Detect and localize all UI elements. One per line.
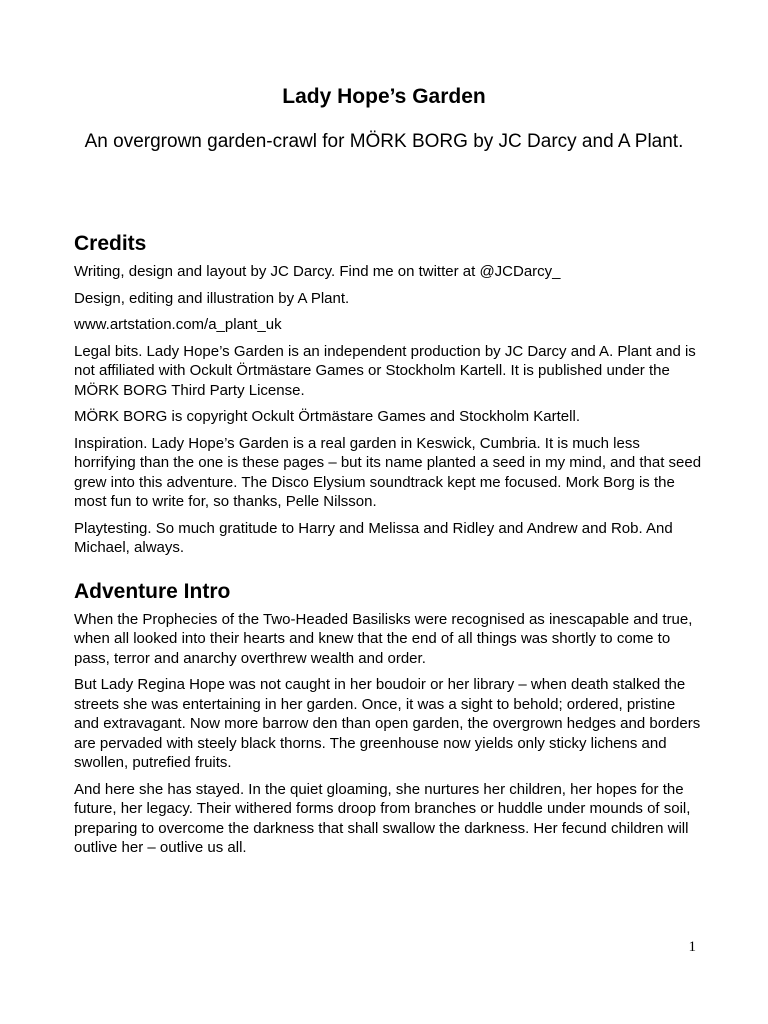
adventure-intro-heading: Adventure Intro — [74, 579, 231, 603]
credits-inspiration-paragraph: Inspiration. Lady Hope’s Garden is a real garden in Keswick, Cumbria. It is much less horrifying than the one is these pages – but its name planted a seed in my mind, and that seed grew into this adventure. The Disco Elysium soundtrack kept me focused. Mork Borg is the most fun to write for, so thanks, Pelle Nilsson. — [74, 434, 702, 510]
credits-writing-paragraph: Writing, design and layout by JC Darcy. Find me on twitter at @JCDarcy_ — [74, 263, 561, 280]
page-number: 1 — [688, 939, 696, 955]
credits-copyright-paragraph: MÖRK BORG is copyright Ockult Örtmästare Games and Stockholm Kartell. — [74, 408, 580, 425]
intro-paragraph-2: But Lady Regina Hope was not caught in her boudoir or her library – when death stalked the streets she was entertaining in her garden. Once, it was a sight to behold; ordered, pristine and extravagant. Now more barrow den than open garden, the overgrown hedges and borders are pervaded with steely black thorns. The greenhouse now yields only sticky lichens and swollen, putrefied fruits. — [74, 676, 701, 771]
intro-paragraph-3: And here she has stayed. In the quiet gloaming, she nurtures her children, her hopes for the future, her legacy. Their withered forms droop from branches or huddle under mounds of soil, preparing to overcome the darkness that shall swallow the darkness. Her fecund children will outlive her – outlive us all. — [74, 780, 691, 856]
intro-paragraph-1: When the Prophecies of the Two-Headed Basilisks were recognised as inescapable and true, when all looked into their hearts and knew that the end of all things was shortly to come to pass, terror and anarchy overthrew wealth and order. — [74, 610, 693, 667]
credits-design-paragraph: Design, editing and illustration by A Plant. — [74, 289, 350, 307]
credits-playtesting-paragraph: Playtesting. So much gratitude to Harry and Melissa and Ridley and Andrew and Rob. And Michael, always. — [74, 519, 673, 556]
credits-heading: Credits — [74, 232, 147, 255]
document-title: Lady Hope’s Garden — [282, 85, 486, 108]
document-body — [74, 230, 704, 865]
credits-website-paragraph: www.artstation.com/a_plant_uk — [74, 316, 282, 333]
document-subtitle: An overgrown garden-crawl for MÖRK BORG by JC Darcy and A Plant. — [84, 131, 684, 152]
credits-legal-paragraph: Legal bits. Lady Hope’s Garden is an independent production by JC Darcy and A. Plant and is not affiliated with Ockult Örtmästare Games or Stockholm Kartell. It is published under the MÖRK BORG Third Party License. — [74, 342, 696, 399]
